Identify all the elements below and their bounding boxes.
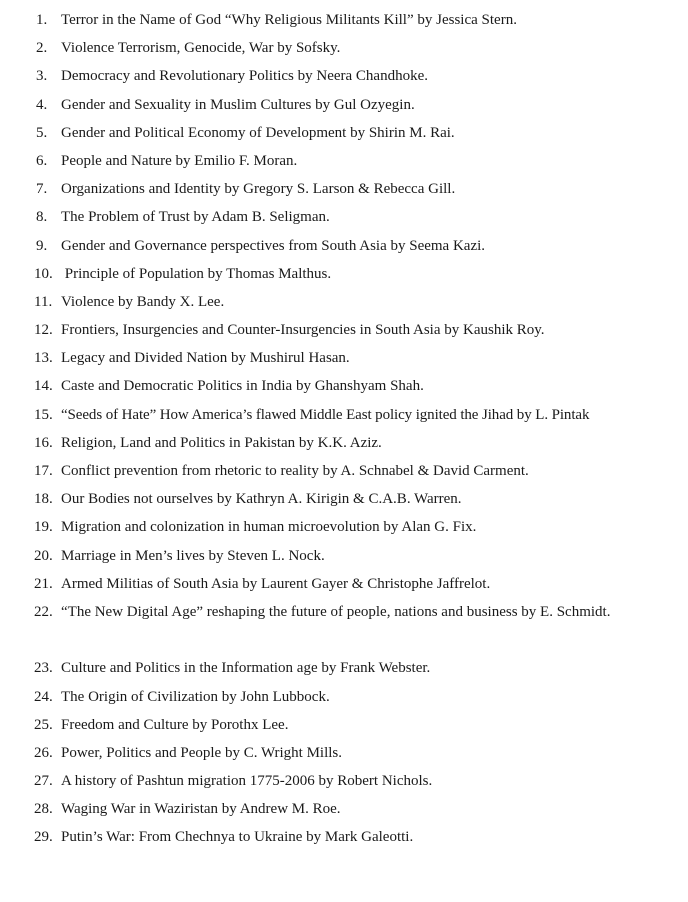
item-number: 12. — [34, 322, 53, 339]
item-text: Gender and Political Economy of Development by Shirin M. Rai. — [61, 124, 455, 141]
list-item — [0, 654, 688, 682]
item-number: 24. — [34, 688, 53, 705]
list-item — [0, 570, 688, 598]
item-text: Power, Politics and People by C. Wright Mills. — [61, 744, 343, 761]
item-text: The Origin of Civilization by John Lubbock. — [61, 688, 330, 705]
item-text: Caste and Democratic Politics in India by Ghanshyam Shah. — [61, 378, 424, 395]
item-number: 22. — [34, 603, 53, 620]
item-text: Religion, Land and Politics in Pakistan by K.K. Aziz. — [61, 434, 382, 451]
item-number: 8. — [36, 209, 48, 226]
item-text: The Problem of Trust by Adam B. Seligman. — [61, 209, 330, 226]
item-number: 23. — [34, 660, 53, 677]
item-number: 14. — [34, 378, 53, 395]
list-item — [0, 147, 688, 175]
item-text: People and Nature by Emilio F. Moran. — [61, 152, 298, 169]
list-item — [0, 795, 688, 823]
item-text: Terror in the Name of God “Why Religious Militants Kill” by Jessica Stern. — [61, 12, 517, 28]
item-text: Armed Militias of South Asia by Laurent Gayer & Christophe Jaffrelot. — [61, 575, 491, 592]
list-item — [0, 6, 688, 34]
list-item — [0, 401, 688, 429]
item-text: Conflict prevention from rhetoric to reality by A. Schnabel & David Carment. — [61, 463, 529, 479]
item-number: 10. — [34, 265, 53, 282]
item-number: 27. — [34, 773, 53, 790]
item-number: 19. — [34, 519, 53, 536]
item-text: Putin’s War: From Chechnya to Ukraine by Mark Galeotti. — [61, 829, 414, 846]
list-item — [0, 91, 688, 119]
item-text: Violence Terrorism, Genocide, War by Sofsky. — [61, 40, 341, 57]
list-item — [0, 203, 688, 231]
list-item — [0, 739, 688, 767]
item-number: 11. — [34, 293, 53, 310]
item-number: 17. — [34, 463, 53, 479]
item-text: Violence by Bandy X. Lee. — [61, 293, 225, 310]
list-item — [0, 372, 688, 400]
item-text: Culture and Politics in the Information age by Frank Webster. — [61, 660, 431, 677]
list-item — [0, 823, 688, 851]
item-text: Gender and Sexuality in Muslim Cultures by Gul Ozyegin. — [61, 96, 415, 113]
list-item — [0, 598, 688, 654]
book-list — [0, 6, 688, 852]
item-text: Gender and Governance perspectives from South Asia by Seema Kazi. — [61, 237, 486, 254]
list-item — [0, 683, 688, 711]
item-text: Marriage in Men’s lives by Steven L. Nock. — [61, 547, 325, 564]
list-item — [0, 232, 688, 260]
item-text: “The New Digital Age” reshaping the future of people, nations and business by E. Schmidt. — [61, 603, 611, 620]
list-item — [0, 344, 688, 372]
item-number: 4. — [36, 96, 48, 113]
list-item — [0, 457, 688, 485]
item-text: Organizations and Identity by Gregory S. Larson & Rebecca Gill. — [61, 181, 456, 198]
item-number: 3. — [36, 68, 48, 85]
item-number: 1. — [36, 12, 48, 28]
list-item — [0, 485, 688, 513]
item-number: 7. — [36, 181, 48, 198]
item-number: 28. — [34, 801, 53, 818]
list-item — [0, 260, 688, 288]
item-text: Democracy and Revolutionary Politics by Neera Chandhoke. — [61, 68, 428, 85]
item-text: Our Bodies not ourselves by Kathryn A. Kirigin & C.A.B. Warren. — [61, 491, 462, 508]
item-number: 26. — [34, 744, 53, 761]
list-item — [0, 711, 688, 739]
item-number: 5. — [36, 124, 48, 141]
item-number: 2. — [36, 40, 48, 57]
item-number: 21. — [34, 575, 53, 592]
list-item — [0, 316, 688, 344]
list-item — [0, 62, 688, 90]
list-item — [0, 542, 688, 570]
item-text: Freedom and Culture by Porothx Lee. — [61, 716, 289, 733]
list-item — [0, 429, 688, 457]
item-number: 29. — [34, 829, 53, 846]
list-item — [0, 34, 688, 62]
list-item — [0, 119, 688, 147]
item-number: 25. — [34, 716, 53, 733]
item-number: 15. — [34, 406, 53, 423]
item-number: 20. — [34, 547, 53, 564]
item-text: Waging War in Waziristan by Andrew M. Roe. — [61, 801, 341, 818]
item-text: Migration and colonization in human microevolution by Alan G. Fix. — [61, 519, 477, 536]
item-number: 13. — [34, 350, 53, 367]
item-number: 18. — [34, 491, 53, 508]
item-text: Frontiers, Insurgencies and Counter-Insurgencies in South Asia by Kaushik Roy. — [61, 322, 545, 339]
list-item — [0, 767, 688, 795]
item-text: Principle of Population by Thomas Malthus. — [61, 265, 332, 282]
item-number: 9. — [36, 237, 48, 254]
item-text: A history of Pashtun migration 1775-2006 by Robert Nichols. — [61, 773, 433, 790]
item-text: Legacy and Divided Nation by Mushirul Hasan. — [61, 350, 350, 367]
list-item — [0, 513, 688, 541]
item-text: “Seeds of Hate” How America’s flawed Middle East policy ignited the Jihad by L. Pintak — [61, 406, 590, 423]
item-number: 16. — [34, 434, 53, 451]
list-item — [0, 175, 688, 203]
list-item — [0, 288, 688, 316]
item-number: 6. — [36, 152, 48, 169]
